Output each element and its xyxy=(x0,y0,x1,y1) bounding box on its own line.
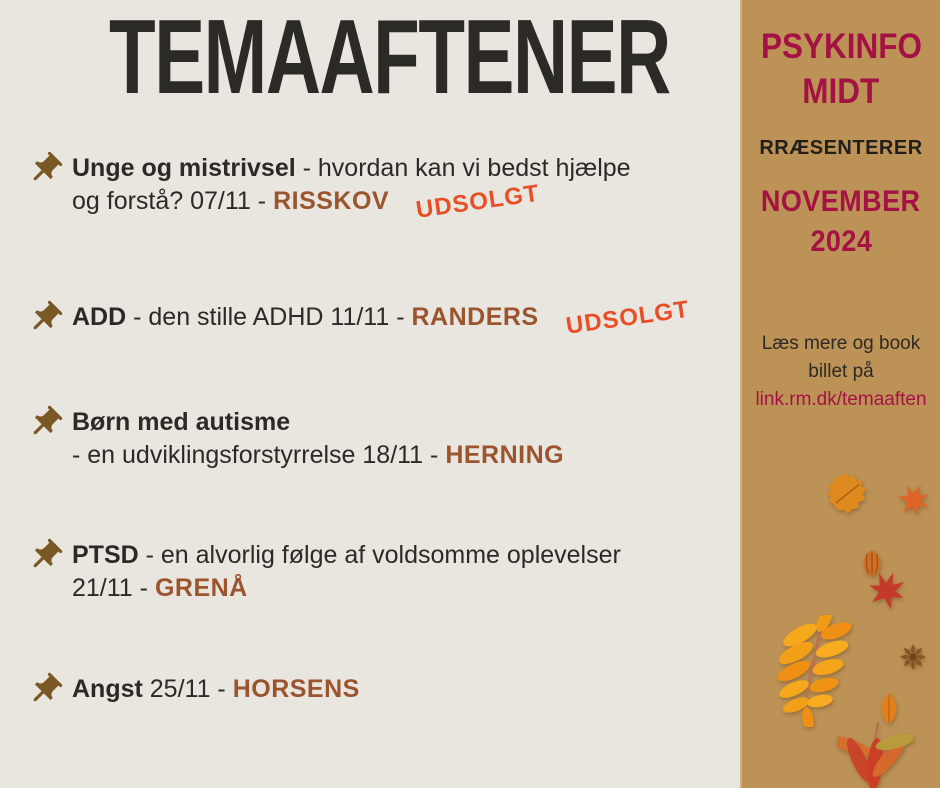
event-text: 21/11 - xyxy=(72,574,155,602)
event-topic: ADD xyxy=(72,303,127,331)
event-text: - hvordan kan vi bedst hjælpe xyxy=(295,154,631,182)
org-name-line1: PSYKINFO xyxy=(760,27,922,66)
event-text: - en udviklingsforstyrrelse 18/11 - xyxy=(72,441,446,469)
event-location: GRENÅ xyxy=(154,574,248,602)
soldout-badge: UDSOLGT xyxy=(563,295,691,340)
pushpin-icon xyxy=(26,150,64,188)
event-item-angst xyxy=(0,673,740,706)
pushpin-icon xyxy=(26,404,64,442)
cta-line2: billet på xyxy=(808,361,874,382)
soldout-badge: UDSOLGT xyxy=(414,179,542,224)
event-location: RANDERS xyxy=(411,303,539,331)
cta-block xyxy=(742,330,940,414)
event-line xyxy=(72,572,740,605)
event-line xyxy=(72,295,740,340)
red-maple-leaf-icon xyxy=(866,570,908,610)
sidebar xyxy=(740,0,940,788)
event-item-born-med-autisme xyxy=(0,406,740,472)
month-line1: NOVEMBER xyxy=(761,185,921,218)
event-line xyxy=(72,179,740,224)
booking-link[interactable]: link.rm.dk/temaaften xyxy=(755,389,927,410)
event-location: HORSENS xyxy=(232,675,360,703)
event-item-add xyxy=(0,295,740,340)
event-topic: Børn med autisme xyxy=(72,408,291,436)
pushpin-icon xyxy=(26,671,64,709)
pushpin-icon xyxy=(26,537,64,575)
cta-line1: Læs mere og book xyxy=(761,333,921,354)
event-text: og forstå? 07/11 - xyxy=(72,187,274,215)
event-location: RISSKOV xyxy=(273,187,390,215)
event-text: 25/11 - xyxy=(142,675,233,703)
event-line xyxy=(72,539,740,572)
star-anise-icon xyxy=(897,642,929,672)
event-line xyxy=(72,406,740,439)
org-name-line2: MIDT xyxy=(802,72,880,111)
event-item-ptsd xyxy=(0,539,740,605)
page-title xyxy=(0,0,740,116)
event-item-unge-og-mistrivsel xyxy=(0,152,740,224)
event-line xyxy=(72,439,740,472)
event-text: - en alvorlig følge af voldsomme oplevelser xyxy=(138,541,621,569)
page-title-text: TEMAAFTENER xyxy=(109,0,670,116)
event-line xyxy=(72,673,740,706)
event-location: HERNING xyxy=(445,441,565,469)
event-line xyxy=(72,152,740,185)
month-label xyxy=(742,182,940,262)
event-topic: PTSD xyxy=(72,541,139,569)
pushpin-icon xyxy=(26,299,64,337)
event-topic: Unge og mistrivsel xyxy=(72,154,296,182)
month-line2: 2024 xyxy=(810,225,872,258)
presents-label: RRÆSENTERER xyxy=(759,137,923,159)
creeper-leaf-icon xyxy=(837,720,913,788)
org-name xyxy=(742,24,940,114)
event-text: - den stille ADHD 11/11 - xyxy=(126,303,412,331)
small-maple-leaf-icon xyxy=(894,483,934,517)
event-topic: Angst xyxy=(72,675,143,703)
rowan-leaf-icon xyxy=(778,615,854,727)
oak-leaf-icon xyxy=(825,472,873,516)
